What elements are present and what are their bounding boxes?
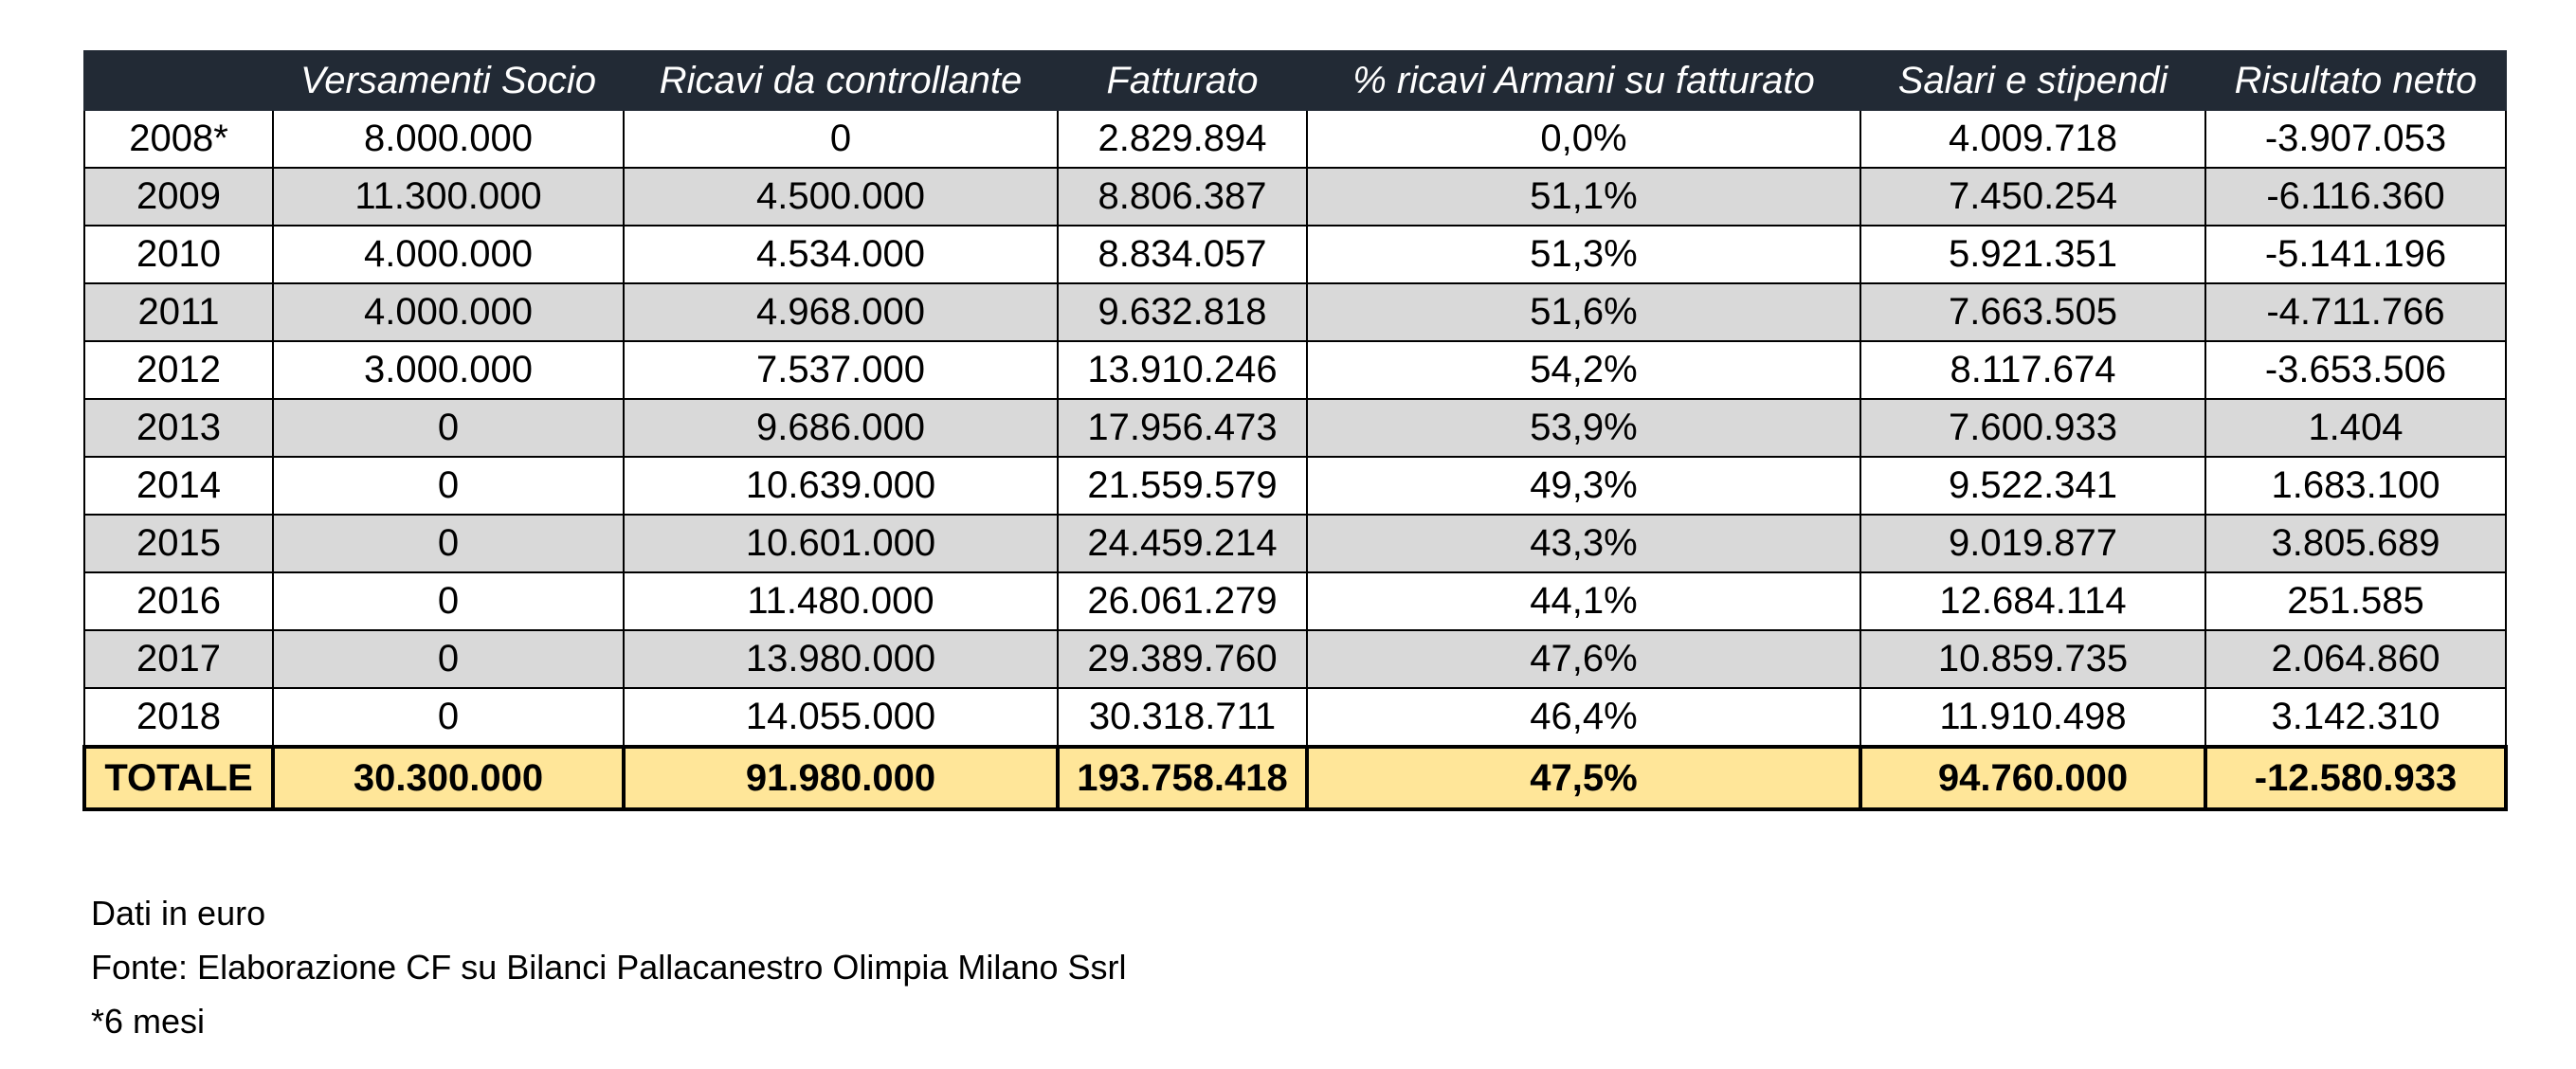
value-cell: -6.116.360 — [2205, 168, 2506, 226]
total-value-cell: 91.980.000 — [624, 747, 1058, 809]
value-cell: 9.019.877 — [1860, 515, 2205, 572]
total-value-cell: 94.760.000 — [1860, 747, 2205, 809]
value-cell: 51,6% — [1307, 283, 1860, 341]
year-cell: 2010 — [84, 226, 273, 283]
value-cell: 4.534.000 — [624, 226, 1058, 283]
value-cell: 24.459.214 — [1058, 515, 1307, 572]
table-row — [84, 630, 2506, 688]
table-row — [84, 688, 2506, 747]
total-value-cell: 193.758.418 — [1058, 747, 1307, 809]
year-cell: 2008* — [84, 110, 273, 168]
table-row — [84, 341, 2506, 399]
value-cell: 3.142.310 — [2205, 688, 2506, 747]
value-cell: 10.601.000 — [624, 515, 1058, 572]
value-cell: 11.300.000 — [273, 168, 624, 226]
column-header: Versamenti Socio — [273, 51, 624, 110]
value-cell: 43,3% — [1307, 515, 1860, 572]
value-cell: 251.585 — [2205, 572, 2506, 630]
year-cell: 2015 — [84, 515, 273, 572]
value-cell: 13.980.000 — [624, 630, 1058, 688]
value-cell: 0 — [273, 572, 624, 630]
year-cell: 2018 — [84, 688, 273, 747]
value-cell: 9.522.341 — [1860, 457, 2205, 515]
value-cell: 7.600.933 — [1860, 399, 2205, 457]
year-cell: 2012 — [84, 341, 273, 399]
header-row — [84, 51, 2506, 110]
table-row — [84, 110, 2506, 168]
value-cell: 3.000.000 — [273, 341, 624, 399]
value-cell: 4.000.000 — [273, 226, 624, 283]
column-header: Ricavi da controllante — [624, 51, 1058, 110]
value-cell: 8.834.057 — [1058, 226, 1307, 283]
total-value-cell: 30.300.000 — [273, 747, 624, 809]
financial-table — [82, 50, 2508, 811]
value-cell: 47,6% — [1307, 630, 1860, 688]
value-cell: 8.806.387 — [1058, 168, 1307, 226]
value-cell: 11.910.498 — [1860, 688, 2205, 747]
value-cell: 49,3% — [1307, 457, 1860, 515]
value-cell: 0 — [273, 688, 624, 747]
value-cell: 5.921.351 — [1860, 226, 2205, 283]
total-value-cell: 47,5% — [1307, 747, 1860, 809]
value-cell: -3.653.506 — [2205, 341, 2506, 399]
table-row — [84, 399, 2506, 457]
table-row — [84, 457, 2506, 515]
value-cell: 8.117.674 — [1860, 341, 2205, 399]
value-cell: 12.684.114 — [1860, 572, 2205, 630]
value-cell: 4.009.718 — [1860, 110, 2205, 168]
value-cell: 0 — [273, 399, 624, 457]
table-footer — [84, 747, 2506, 809]
value-cell: 11.480.000 — [624, 572, 1058, 630]
column-header — [84, 51, 273, 110]
value-cell: 14.055.000 — [624, 688, 1058, 747]
table-row — [84, 572, 2506, 630]
table-header — [84, 51, 2506, 110]
value-cell: 26.061.279 — [1058, 572, 1307, 630]
table-row — [84, 168, 2506, 226]
total-row — [84, 747, 2506, 809]
value-cell: 29.389.760 — [1058, 630, 1307, 688]
value-cell: 2.064.860 — [2205, 630, 2506, 688]
value-cell: 4.968.000 — [624, 283, 1058, 341]
value-cell: 51,3% — [1307, 226, 1860, 283]
table-body — [84, 110, 2506, 747]
year-cell: 2016 — [84, 572, 273, 630]
year-cell: 2014 — [84, 457, 273, 515]
year-cell: 2013 — [84, 399, 273, 457]
unit-note: Dati in euro — [91, 894, 266, 933]
column-header: Fatturato — [1058, 51, 1307, 110]
value-cell: 4.500.000 — [624, 168, 1058, 226]
value-cell: 0 — [624, 110, 1058, 168]
table-notes — [91, 886, 1126, 1048]
value-cell: 13.910.246 — [1058, 341, 1307, 399]
value-cell: -3.907.053 — [2205, 110, 2506, 168]
year-cell: 2009 — [84, 168, 273, 226]
table-row — [84, 515, 2506, 572]
value-cell: 44,1% — [1307, 572, 1860, 630]
column-header: Risultato netto — [2205, 51, 2506, 110]
value-cell: 17.956.473 — [1058, 399, 1307, 457]
value-cell: 51,1% — [1307, 168, 1860, 226]
footnote: *6 mesi — [91, 1002, 206, 1041]
column-header: Salari e stipendi — [1860, 51, 2205, 110]
value-cell: 10.859.735 — [1860, 630, 2205, 688]
value-cell: 4.000.000 — [273, 283, 624, 341]
value-cell: 21.559.579 — [1058, 457, 1307, 515]
value-cell: 7.537.000 — [624, 341, 1058, 399]
value-cell: 46,4% — [1307, 688, 1860, 747]
value-cell: 0 — [273, 630, 624, 688]
table-row — [84, 226, 2506, 283]
value-cell: 7.450.254 — [1860, 168, 2205, 226]
value-cell: 1.683.100 — [2205, 457, 2506, 515]
column-header: % ricavi Armani su fatturato — [1307, 51, 1860, 110]
value-cell: 0 — [273, 457, 624, 515]
value-cell: 0,0% — [1307, 110, 1860, 168]
value-cell: 54,2% — [1307, 341, 1860, 399]
value-cell: 30.318.711 — [1058, 688, 1307, 747]
value-cell: 0 — [273, 515, 624, 572]
value-cell: 1.404 — [2205, 399, 2506, 457]
value-cell: 3.805.689 — [2205, 515, 2506, 572]
year-cell: 2017 — [84, 630, 273, 688]
total-label-cell: TOTALE — [84, 747, 273, 809]
value-cell: 7.663.505 — [1860, 283, 2205, 341]
total-value-cell: -12.580.933 — [2205, 747, 2506, 809]
value-cell: -4.711.766 — [2205, 283, 2506, 341]
value-cell: 9.686.000 — [624, 399, 1058, 457]
value-cell: 9.632.818 — [1058, 283, 1307, 341]
value-cell: 2.829.894 — [1058, 110, 1307, 168]
source-note: Fonte: Elaborazione CF su Bilanci Pallacanestro Olimpia Milano Ssrl — [91, 948, 1127, 987]
table-row — [84, 283, 2506, 341]
value-cell: 8.000.000 — [273, 110, 624, 168]
year-cell: 2011 — [84, 283, 273, 341]
value-cell: -5.141.196 — [2205, 226, 2506, 283]
value-cell: 53,9% — [1307, 399, 1860, 457]
value-cell: 10.639.000 — [624, 457, 1058, 515]
